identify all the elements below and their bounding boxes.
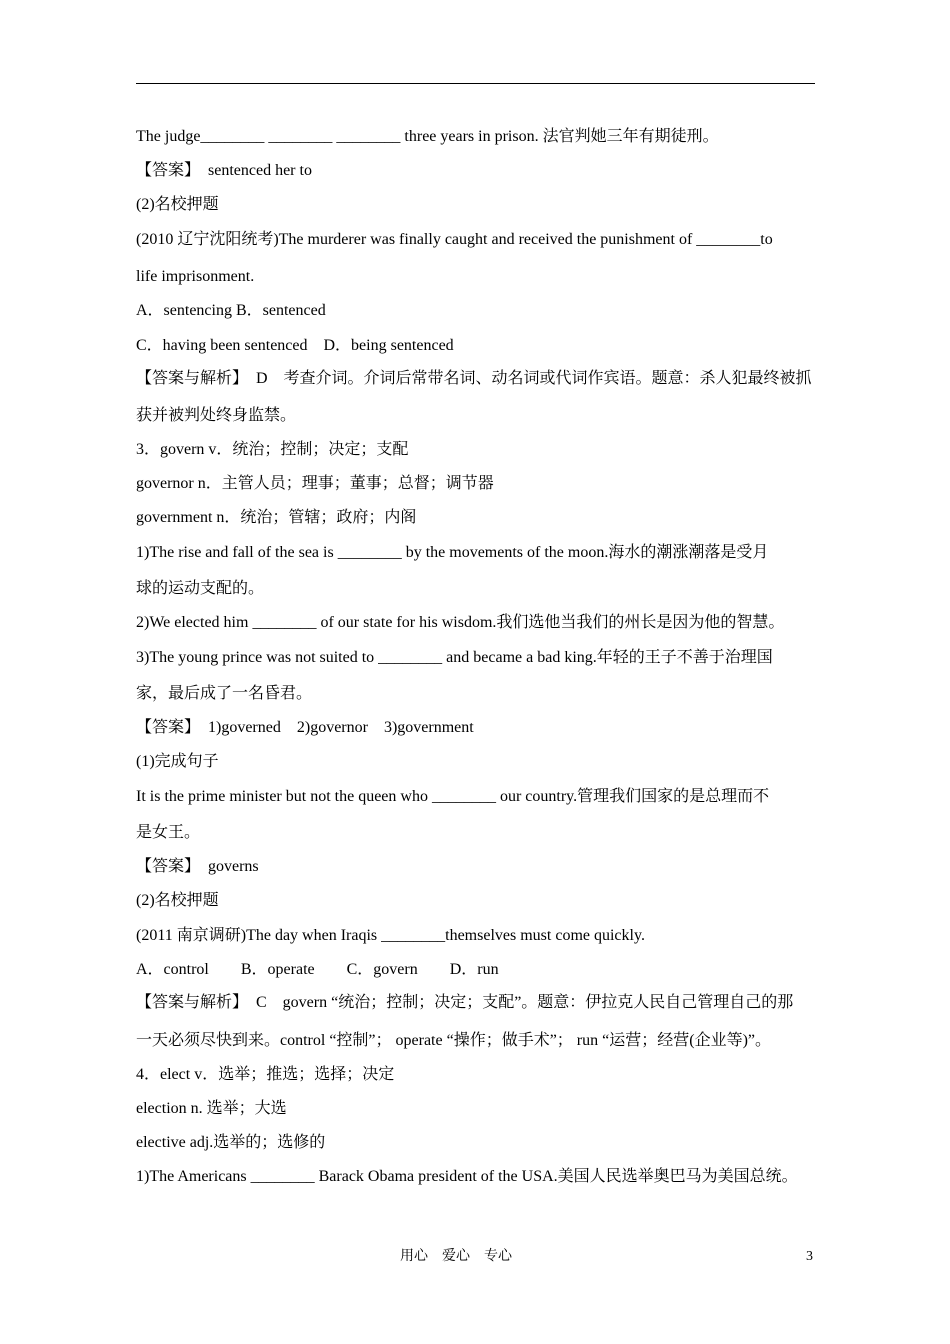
vocab-entry: government n．统治；管辖；政府；内阁 xyxy=(136,509,417,526)
footer-motto: 用心 爱心 专心 xyxy=(400,1249,512,1264)
exercise-line: 家，最后成了一名昏君。 xyxy=(136,685,313,702)
explanation-line: 【答案与解析】 C govern “统治；控制；决定；支配”。题意：伊拉克人民自己管理自己的那 xyxy=(136,994,794,1011)
exercise-line: 球的运动支配的。 xyxy=(136,580,265,597)
exercise-line: 1)The Americans ________ Barack Obama president of the USA.美国人民选举奥巴马为美国总统。 xyxy=(136,1168,798,1185)
answer-line: 【答案】 1)governed 2)governor 3)government xyxy=(136,719,474,736)
header-rule xyxy=(136,83,815,84)
exercise-line: 是女王。 xyxy=(136,824,201,841)
explanation-line: 【答案与解析】 D 考查介词。介词后常带名词、动名词或代词作宾语。题意：杀人犯最终被抓 xyxy=(136,370,812,387)
exercise-line: 2)We elected him ________ of our state for his wisdom.我们选他当我们的州长是因为他的智慧。 xyxy=(136,614,785,631)
vocab-entry: 4．elect v．选举；推选；选择；决定 xyxy=(136,1066,395,1083)
answer-line: 【答案】 sentenced her to xyxy=(136,162,312,179)
section-heading: (2)名校押题 xyxy=(136,892,219,909)
vocab-entry: governor n．主管人员；理事；董事；总督；调节器 xyxy=(136,475,494,492)
explanation-line: 一天必须尽快到来。control “控制”； operate “操作；做手术”； run “运营；经营(企业等)”。 xyxy=(136,1032,771,1049)
question-line: (2011 南京调研)The day when Iraqis ________themselves must come quickly. xyxy=(136,927,645,944)
text-line: The judge________ ________ ________ three years in prison. 法官判她三年有期徒刑。 xyxy=(136,128,719,145)
page-number: 3 xyxy=(806,1249,813,1264)
answer-line: 【答案】 governs xyxy=(136,858,259,875)
vocab-entry: elective adj.选举的；选修的 xyxy=(136,1134,326,1151)
exercise-line: 3)The young prince was not suited to ________ and became a bad king.年轻的王子不善于治理国 xyxy=(136,649,773,666)
option-line: A．sentencing B．sentenced xyxy=(136,302,326,319)
section-heading: (1)完成句子 xyxy=(136,753,219,770)
vocab-entry: election n. 选举；大选 xyxy=(136,1100,287,1117)
exercise-line: It is the prime minister but not the queen who ________ our country.管理我们国家的是总理而不 xyxy=(136,788,770,805)
option-line: A．control B．operate C．govern D．run xyxy=(136,961,499,978)
question-line: life imprisonment. xyxy=(136,268,255,285)
question-line: (2010 辽宁沈阳统考)The murderer was finally caught and received the punishment of ________to xyxy=(136,231,773,248)
vocab-entry: 3．govern v．统治；控制；决定；支配 xyxy=(136,441,409,458)
explanation-line: 获并被判处终身监禁。 xyxy=(136,407,297,424)
section-heading: (2)名校押题 xyxy=(136,196,219,213)
option-line: C．having been sentenced D．being sentenced xyxy=(136,337,454,354)
exercise-line: 1)The rise and fall of the sea is ________ by the movements of the moon.海水的潮涨潮落是受月 xyxy=(136,544,769,561)
